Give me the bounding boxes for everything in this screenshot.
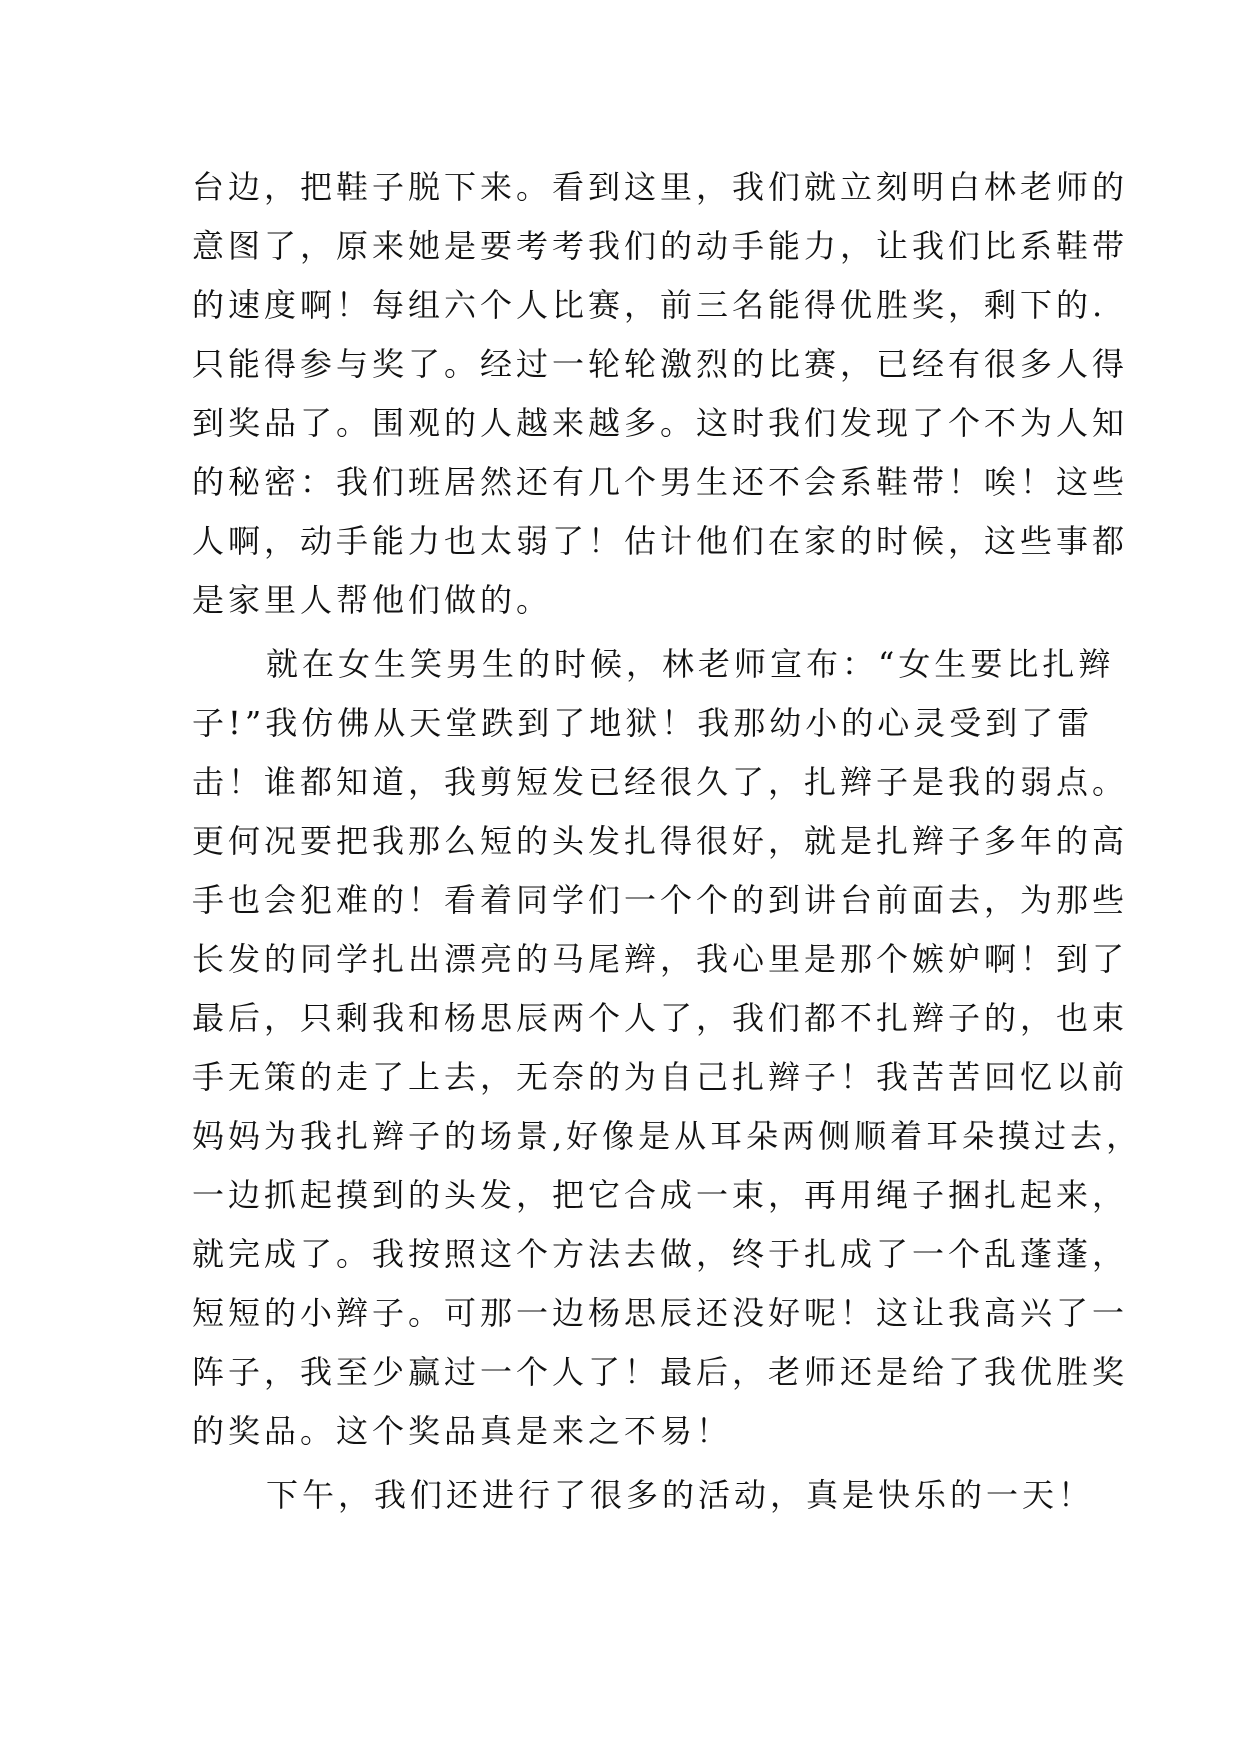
text-line: 是家里人帮他们做的。	[192, 581, 553, 619]
text-line: 手无策的走了上去，无奈的为自己扎辫子！我苦苦回忆以前	[192, 1058, 1129, 1096]
text-line: 子!”我仿佛从天堂跌到了地狱！我那幼小的心灵受到了雷	[192, 704, 1094, 742]
text-line: 只能得参与奖了。经过一轮轮激烈的比赛，已经有很多人得	[192, 345, 1129, 383]
paragraph-3	[192, 1466, 1095, 1525]
text-line: 到奖品了。围观的人越来越多。这时我们发现了个不为人知	[192, 404, 1129, 442]
text-line: 的秘密：我们班居然还有几个男生还不会系鞋带！唉！这些	[192, 463, 1129, 501]
text-line: 台边，把鞋子脱下来。看到这里，我们就立刻明白林老师的	[192, 168, 1129, 206]
text-line: 一边抓起摸到的头发，把它合成一束，再用绳子捆扎起来，	[192, 1176, 1129, 1214]
text-line: 妈妈为我扎辫子的场景,好像是从耳朵两侧顺着耳朵摸过去，	[192, 1117, 1143, 1155]
text-line: 更何况要把我那么短的头发扎得很好，就是扎辫子多年的高	[192, 822, 1129, 860]
body-text	[192, 158, 1143, 1525]
paragraph-2	[192, 635, 1143, 1461]
text-line: 短短的小辫子。可那一边杨思辰还没好呢！这让我高兴了一	[192, 1294, 1129, 1332]
text-line: 的速度啊！每组六个人比赛，前三名能得优胜奖，剩下的.	[192, 286, 1107, 324]
text-line: 人啊，动手能力也太弱了！估计他们在家的时候，这些事都	[192, 522, 1129, 560]
text-line: 就在女生笑男生的时候，林老师宣布：“女生要比扎辫	[266, 645, 1115, 683]
text-line: 手也会犯难的！看着同学们一个个的到讲台前面去，为那些	[192, 881, 1129, 919]
text-line: 下午，我们还进行了很多的活动，真是快乐的一天！	[266, 1476, 1095, 1514]
paragraph-1	[192, 158, 1129, 630]
text-line: 阵子，我至少赢过一个人了！最后，老师还是给了我优胜奖	[192, 1353, 1129, 1391]
text-line: 的奖品。这个奖品真是来之不易！	[192, 1412, 733, 1450]
text-line: 击！谁都知道，我剪短发已经很久了，扎辫子是我的弱点。	[192, 763, 1129, 801]
text-line: 最后，只剩我和杨思辰两个人了，我们都不扎辫子的，也束	[192, 999, 1129, 1037]
text-line: 就完成了。我按照这个方法去做，终于扎成了一个乱蓬蓬，	[192, 1235, 1129, 1273]
text-line: 意图了，原来她是要考考我们的动手能力，让我们比系鞋带	[192, 227, 1129, 265]
text-line: 长发的同学扎出漂亮的马尾辫，我心里是那个嫉妒啊！到了	[192, 940, 1129, 978]
